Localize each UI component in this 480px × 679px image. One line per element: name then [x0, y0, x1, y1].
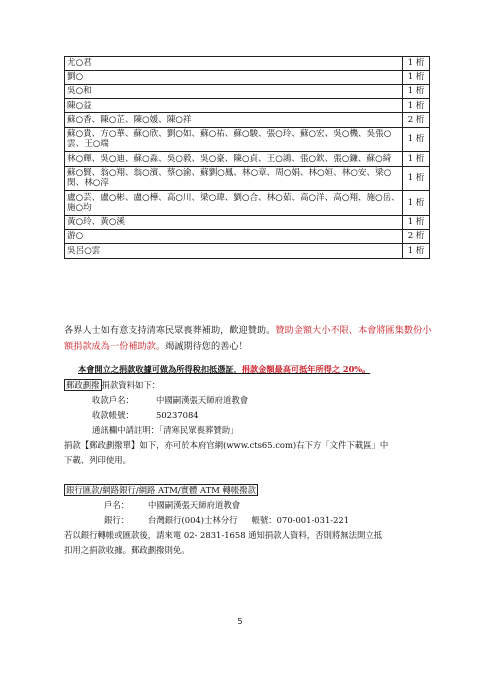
donor-names-cell: 尤○君	[65, 57, 403, 71]
appeal-closing: 竭誠期待您的善心！	[165, 341, 248, 352]
donor-row	[65, 85, 430, 99]
postal-form-line-2: 下載、列印使用。	[64, 455, 131, 465]
donor-names-cell: 蘇○賢、翁○翔、翁○濱、蔡○渝、蘇劉○鳳、林○章、周○娟、林○姮、林○安、梁○閔、林○淳	[65, 166, 403, 191]
donor-quantity-cell: 1 桁	[403, 191, 430, 216]
bank-acct-label: 帳號：	[251, 515, 277, 525]
donor-quantity-cell: 2 桁	[403, 113, 430, 127]
donor-quantity-cell: 1 桁	[403, 152, 430, 166]
appeal-text: 各界人士如有意支持清寒民眾喪葬補助，歡迎贊助。	[64, 325, 276, 336]
donor-quantity-cell: 2 桁	[403, 230, 430, 244]
bank-transfer-section	[64, 483, 434, 528]
donor-quantity-cell: 1 桁	[403, 57, 430, 71]
postal-box-label: 郵政劃撥	[66, 380, 100, 390]
donor-quantity-cell: 1 桁	[403, 166, 430, 191]
donor-names-cell: 林○輝、吳○迪、蘇○淼、吳○毅、吳○豪、陳○貞、王○鴻、張○欽、張○鎌、蘇○綺	[65, 152, 403, 166]
donor-names-cell: 劉○	[65, 71, 403, 85]
donor-names-cell: 吳○和	[65, 85, 403, 99]
donor-quantity-cell: 1 桁	[403, 85, 430, 99]
page-number: 5	[237, 617, 243, 626]
donor-table	[64, 56, 430, 259]
bank-name-label: 戶名：	[104, 500, 130, 510]
donation-appeal	[64, 323, 434, 355]
bank-note-line-2: 扣用之捐款收據。郵政劃撥則免。	[64, 545, 190, 555]
bank-box-label: 銀行匯款/網路銀行/網路 ATM/實體 ATM 轉帳撥款	[66, 485, 256, 495]
donor-names-cell: 黃○玲、黃○溪	[65, 216, 403, 230]
donor-row	[65, 127, 430, 152]
postal-account-value: 50237084	[156, 410, 199, 420]
donor-quantity-cell: 1 桁	[403, 216, 430, 230]
postal-payee-label: 收款戶名：	[92, 395, 134, 405]
postal-memo-value: 「清寒民眾喪葬贊助」	[159, 425, 239, 435]
appeal-highlight: 贊助金額大小不限、本會將匯集數份小額捐款成為一份補助款。	[64, 325, 432, 352]
donor-row	[65, 216, 430, 230]
donor-names-cell: 盧○芸、盧○彬、盧○樺、高○川、梁○瑋、劉○合、林○茹、高○洋、高○翔、施○岳、施○均	[65, 191, 403, 216]
donor-table-body	[65, 57, 430, 259]
bank-acct-value: 070-001-031-221	[276, 515, 350, 525]
tax-notice	[78, 364, 423, 375]
donor-names-cell: 蘇○香、陳○芷、陳○媛、陳○祥	[65, 113, 403, 127]
tax-notice-text: 本會開立之捐款收據可做為所得稅扣抵憑証，	[78, 364, 242, 374]
donor-names-cell: 游○	[65, 230, 403, 244]
postal-memo-label: 通訊欄中請註明：	[92, 425, 159, 435]
donor-names-cell: 蘇○貴、方○華、蘇○欣、劉○如、蘇○祐、蘇○駿、張○玲、蘇○宏、吳○機、吳張○雲、王○端	[65, 127, 403, 152]
tax-notice-highlight: 捐款金額最高可抵年所得之 20%。	[241, 364, 371, 374]
bank-bank-value: 台灣銀行(004)士林分行	[148, 515, 238, 525]
donor-row	[65, 166, 430, 191]
donor-row	[65, 191, 430, 216]
donor-row	[65, 152, 430, 166]
bank-name-value: 中國嗣漢張天師府道教會	[148, 500, 241, 510]
donor-quantity-cell: 1 桁	[403, 99, 430, 113]
postal-transfer-section	[64, 378, 434, 468]
donor-row	[65, 71, 430, 85]
donor-row	[65, 113, 430, 127]
postal-form-line-1: 捐款【郵政劃撥單】如下，亦可於本府官網(www.cts65.com)右下方「文件下載區」中	[64, 440, 389, 450]
postal-account-label: 收款帳號：	[92, 410, 134, 420]
postal-intro: 捐款資料如下：	[101, 380, 161, 390]
donor-names-cell: 陳○益	[65, 99, 403, 113]
donor-row	[65, 244, 430, 258]
postal-payee-value: 中國嗣漢張天師府道教會	[156, 395, 249, 405]
donor-quantity-cell: 1 桁	[403, 244, 430, 258]
bank-note-line-1: 若以銀行轉帳或匯款後，請來電 02- 2831-1658 通知捐款人資料，否則將無法開立抵	[64, 530, 383, 540]
donor-quantity-cell: 1 桁	[403, 71, 430, 85]
donor-row	[65, 57, 430, 71]
donor-row	[65, 230, 430, 244]
donor-quantity-cell: 1 桁	[403, 127, 430, 152]
bank-note	[64, 528, 434, 558]
donor-row	[65, 99, 430, 113]
bank-bank-label: 銀行：	[104, 515, 130, 525]
donor-names-cell: 吳呂○雲	[65, 244, 403, 258]
